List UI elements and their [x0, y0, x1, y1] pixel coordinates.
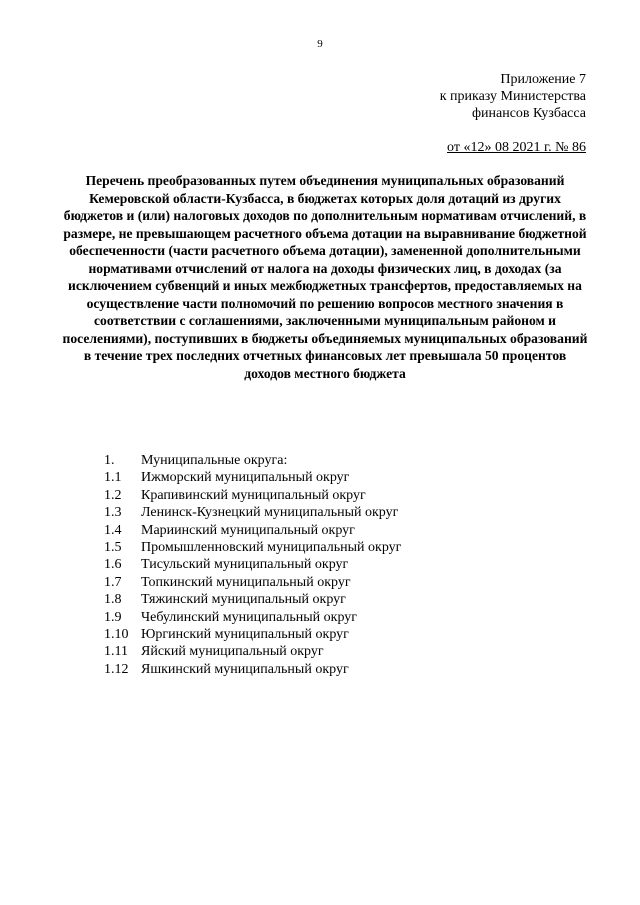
item-number: 1.12 [104, 661, 129, 677]
list-item [104, 452, 401, 469]
item-number: 1.1 [104, 470, 122, 486]
list-item [104, 609, 401, 626]
list-item [104, 626, 401, 643]
list-item [104, 522, 401, 539]
document-title: Перечень преобразованных путем объединения муниципальных образований Кемеровской области-Кузбасса, в бюджетах которых доля дотаций из других бюджетов и (или) налоговых доходов по дополнительным нормативам отчислений, в размере, не превышающем расчетного объема дотации на выравнивание бюджетной обеспеченности (части расчетного объема дотации), замененной дополнительными нормативами отчислений от налога на доходы физических лиц, в доходах (за исключением субвенций и иных межбюджетных трансфертов, предоставляемых на осуществление части полномочий по решению вопросов местного значения в соответствии с соглашениями, заключенными муниципальным районом и поселениями), поступивших в бюджеты объединяемых муниципальных образований в течение трех последних отчетных финансовых лет превышала 50 процентов доходов местного бюджета [62, 173, 588, 381]
item-number: 1.6 [104, 557, 122, 573]
item-number: 1.10 [104, 626, 129, 642]
list-item [104, 556, 401, 573]
list-item [104, 504, 401, 521]
list-item [104, 591, 401, 608]
item-text: Чебулинский муниципальный округ [141, 609, 358, 625]
appendix-label: Приложение 7 [500, 72, 586, 87]
item-number: 1.3 [104, 505, 122, 521]
item-number: 1.11 [104, 644, 128, 660]
appendix-header [366, 71, 586, 122]
list-item [104, 539, 401, 556]
page-number: 9 [317, 38, 323, 50]
item-text: Юргинский муниципальный округ [141, 626, 349, 642]
item-number: 1.5 [104, 539, 122, 555]
list-item [104, 574, 401, 591]
item-text: Яйский муниципальный округ [141, 644, 324, 660]
list-item [104, 661, 401, 678]
item-text: Тяжинский муниципальный округ [141, 592, 346, 608]
item-text: Яшкинский муниципальный округ [141, 661, 349, 677]
item-text: Промышленновский муниципальный округ [141, 539, 402, 555]
item-text: Ижморский муниципальный округ [141, 470, 350, 486]
item-text: Топкинский муниципальный округ [141, 574, 351, 590]
list-item [104, 469, 401, 486]
municipality-list [104, 452, 401, 678]
item-number: 1.8 [104, 592, 122, 608]
item-text: Муниципальные округа: [141, 453, 288, 468]
appendix-ministry: финансов Кузбасса [471, 106, 586, 121]
item-number: 1.4 [104, 522, 122, 538]
item-number: 1.9 [104, 609, 122, 625]
appendix-order-reference: к приказу Министерства [439, 89, 586, 104]
list-item [104, 487, 401, 504]
item-text: Мариинский муниципальный округ [141, 522, 355, 538]
item-text: Ленинск-Кузнецкий муниципальный округ [141, 505, 399, 521]
item-text: Крапивинский муниципальный округ [141, 487, 366, 503]
item-number: 1.7 [104, 574, 122, 590]
item-number: 1. [104, 453, 115, 468]
list-item [104, 643, 401, 660]
order-date: от «12» 08 2021 г. № 86 [447, 140, 586, 155]
item-number: 1.2 [104, 487, 122, 503]
item-text: Тисульский муниципальный округ [141, 557, 349, 573]
